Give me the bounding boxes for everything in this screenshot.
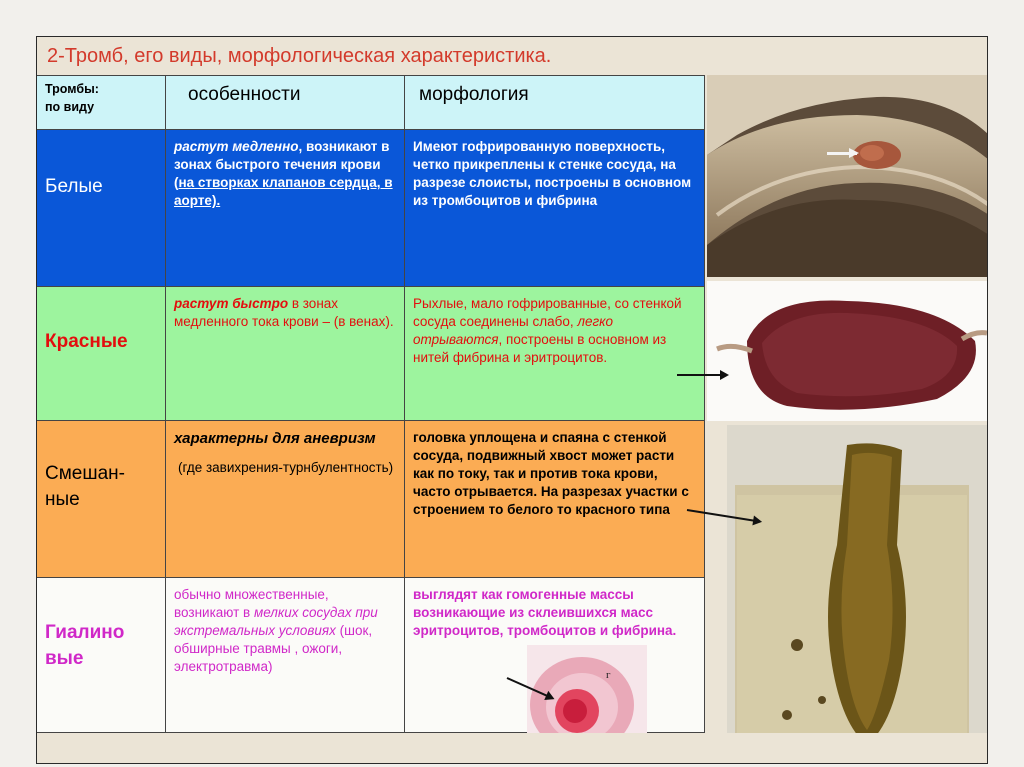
row-hyaline-type-line2: вые — [45, 648, 84, 669]
row-hyaline-type — [37, 578, 166, 733]
slide — [36, 36, 988, 764]
row-mixed-type — [37, 421, 166, 578]
row-red-type — [37, 287, 166, 421]
row-red-morphology-2: легко отрываются — [413, 314, 614, 347]
row-red-features — [166, 287, 405, 421]
header-type-cell — [37, 75, 166, 130]
row-mixed-features-2: (где завихрения-турнбулентность) — [178, 460, 394, 475]
header-features: особенности — [188, 84, 301, 105]
row-mixed-features-1: характерны для аневризм — [174, 430, 376, 447]
row-red-morphology-1: Рыхлые, мало гофрированные, со стенкой сосуда соединены слабо, — [413, 296, 682, 329]
header-type-line2: по виду — [45, 100, 95, 114]
mixed-thrombus-photo — [727, 425, 988, 763]
red-thrombus-arrow — [677, 374, 727, 376]
row-hyaline-features-3: (шок, обширные травмы , ожоги, электротравма) — [174, 623, 373, 674]
row-white-features-1: растут медленно — [174, 139, 299, 154]
row-red-morphology — [405, 287, 705, 421]
row-mixed-type-line1: Смешан- — [45, 463, 125, 484]
micro-label: г — [606, 669, 611, 681]
red-thrombus-illustration — [707, 281, 988, 421]
row-white-features-2: , возникают в зонах быстрого течения крови ( — [174, 139, 390, 190]
row-white-features-3: на створках клапанов сердца, в аорте). — [174, 175, 393, 208]
row-mixed-morphology: головка уплощена и спаяна с стенкой сосуда, подвижный хвост может расти как по току, так и против тока крови, часто отрывается. На разрезах участки с строением то белого то красного типа — [405, 421, 705, 578]
row-hyaline-features-2: мелких сосудах при экстремальных условиях — [174, 605, 378, 638]
row-white-type — [37, 130, 166, 287]
header-morphology: морфология — [419, 84, 529, 105]
row-white-features — [166, 130, 405, 287]
row-mixed-type-line2: ные — [45, 489, 80, 510]
header-type-line1: Тромбы: — [45, 82, 99, 96]
row-red-features-1: растут быстро — [174, 296, 289, 311]
bottom-band — [37, 733, 988, 764]
row-hyaline-type-line1: Гиалино — [45, 622, 125, 643]
row-red-type-label: Красные — [45, 331, 128, 352]
row-white-morphology: Имеют гофрированную поверхность, четко прикреплены к стенке сосуда, на разрезе слоисты, построены в основном из тромбоцитов и фибрина — [405, 130, 705, 287]
mixed-thrombus-illustration — [727, 425, 988, 763]
row-hyaline-morphology-text: выглядят как гомогенные массы возникающие из склеившихся масс эритроцитов, тромбоцитов и фибрина. — [413, 587, 677, 638]
row-hyaline-features-1: обычно множественные, возникают в — [174, 587, 329, 620]
row-mixed-features — [166, 421, 405, 578]
row-white-type-label: Белые — [45, 176, 103, 197]
red-thrombus-photo — [707, 281, 988, 421]
white-thrombus-photo — [707, 75, 988, 277]
header-morphology-cell — [405, 75, 705, 130]
white-thrombus-arrow — [827, 152, 857, 155]
row-hyaline-features — [166, 578, 405, 733]
row-red-features-2: в зонах медленного тока крови – (в венах). — [174, 296, 394, 329]
white-thrombus-illustration — [707, 75, 988, 277]
slide-title: 2-Тромб, его виды, морфологическая характеристика. — [47, 45, 552, 67]
row-red-morphology-3: , построены в основном из нитей фибрина и эритроцитов. — [413, 332, 667, 365]
header-features-cell — [166, 75, 405, 130]
